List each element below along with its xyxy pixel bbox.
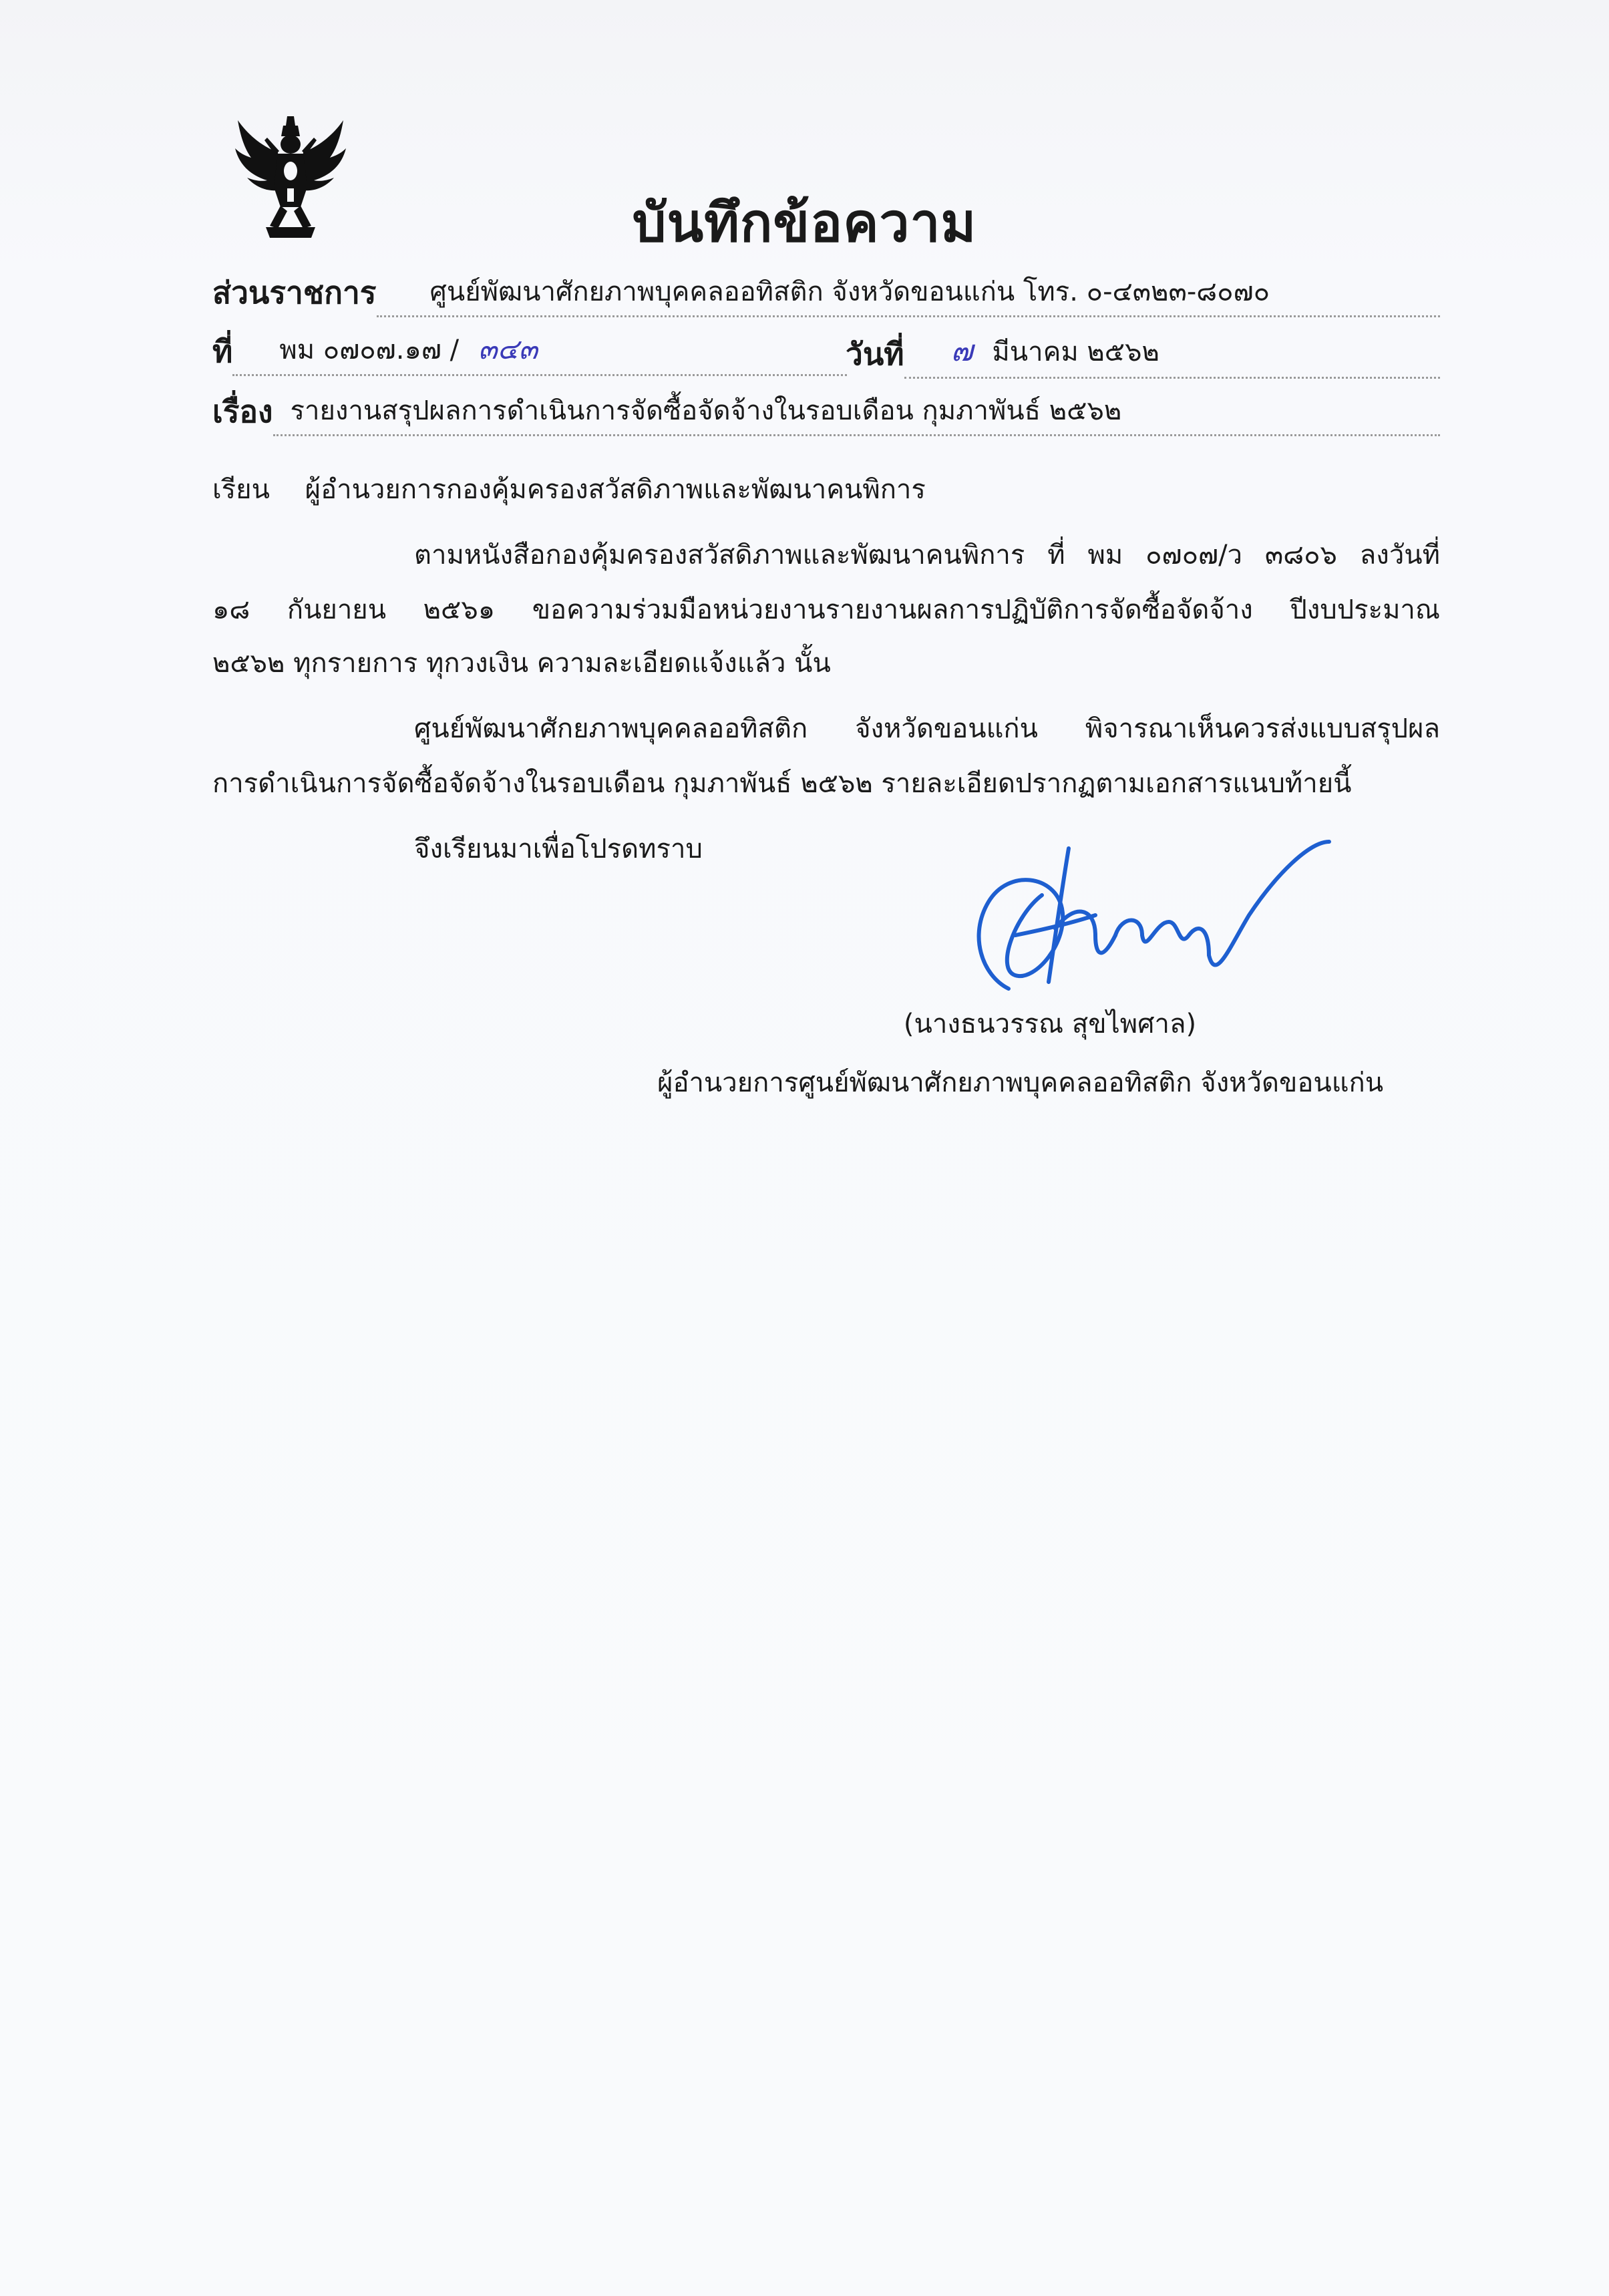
subject-row: [212, 387, 1440, 436]
subject-value: รายงานสรุปผลการดำเนินการจัดซื้อจัดจ้างในรอบเดือน กุมภาพันธ์ ๒๕๖๒: [273, 389, 1440, 436]
reference-value: [232, 327, 847, 376]
paragraph-1-line-1: ตามหนังสือกองคุ้มครองสวัสดิภาพและพัฒนาคนพิการ ที่ พม ๐๗๐๗/ว ๓๘๐๖ ลงวันที่: [414, 540, 1440, 570]
signer-position: ผู้อำนวยการศูนย์พัฒนาศักยภาพบุคคลออทิสติก จังหวัดขอนแก่น: [657, 1068, 1384, 1098]
agency-label: ส่วนราชการ: [212, 275, 377, 311]
paragraph-1-line-3: ๒๕๖๒ ทุกรายการ ทุกวงเงิน ความละเอียดแจ้งแล้ว นั้น: [212, 648, 831, 679]
agency-value: ศูนย์พัฒนาศักยภาพบุคคลออทิสติก จังหวัดขอนแก่น โทร. ๐-๔๓๒๓-๘๐๗๐: [377, 270, 1441, 317]
salutation: [212, 468, 926, 510]
memo-title: บันทึกข้อความ: [632, 192, 977, 254]
salutation-recipient: ผู้อำนวยการกองคุ้มครองสวัสดิภาพและพัฒนาคนพิการ: [305, 474, 926, 505]
paragraph-1-line-2: ๑๘ กันยายน ๒๕๖๑ ขอความร่วมมือหน่วยงานรายงานผลการปฏิบัติการจัดซื้อจัดจ้าง ปีงบประมาณ: [212, 595, 1440, 625]
reference-number-handwritten: ๓๔๓: [478, 333, 538, 365]
closing-text: จึงเรียนมาเพื่อโปรดทราบ: [414, 834, 703, 864]
date-month-year: มีนาคม ๒๕๖๒: [992, 337, 1159, 367]
handwritten-signature-icon: [915, 822, 1343, 1009]
reference-row: [212, 327, 847, 376]
date-value: [904, 327, 1440, 379]
reference-label: ที่: [212, 333, 233, 369]
salutation-label: เรียน: [212, 474, 270, 505]
date-row: [846, 327, 1440, 379]
date-day-handwritten: ๗: [950, 334, 973, 368]
signer-name: (นางธนวรรณ สุขไพศาล): [903, 1009, 1197, 1039]
reference-prefix: พม ๐๗๐๗.๑๗ /: [279, 335, 460, 365]
subject-label: เรื่อง: [212, 393, 273, 430]
paragraph-2-line-2: การดำเนินการจัดซื้อจัดจ้างในรอบเดือน กุมภาพันธ์ ๒๕๖๒ รายละเอียดปรากฏตามเอกสารแนบท้ายนี้: [212, 768, 1352, 799]
agency-row: [212, 269, 1440, 317]
date-label: วันที่: [846, 336, 904, 372]
paragraph-2-line-1: ศูนย์พัฒนาศักยภาพบุคคลออทิสติก จังหวัดขอนแก่น พิจารณาเห็นควรส่งแบบสรุปผล: [414, 713, 1440, 744]
